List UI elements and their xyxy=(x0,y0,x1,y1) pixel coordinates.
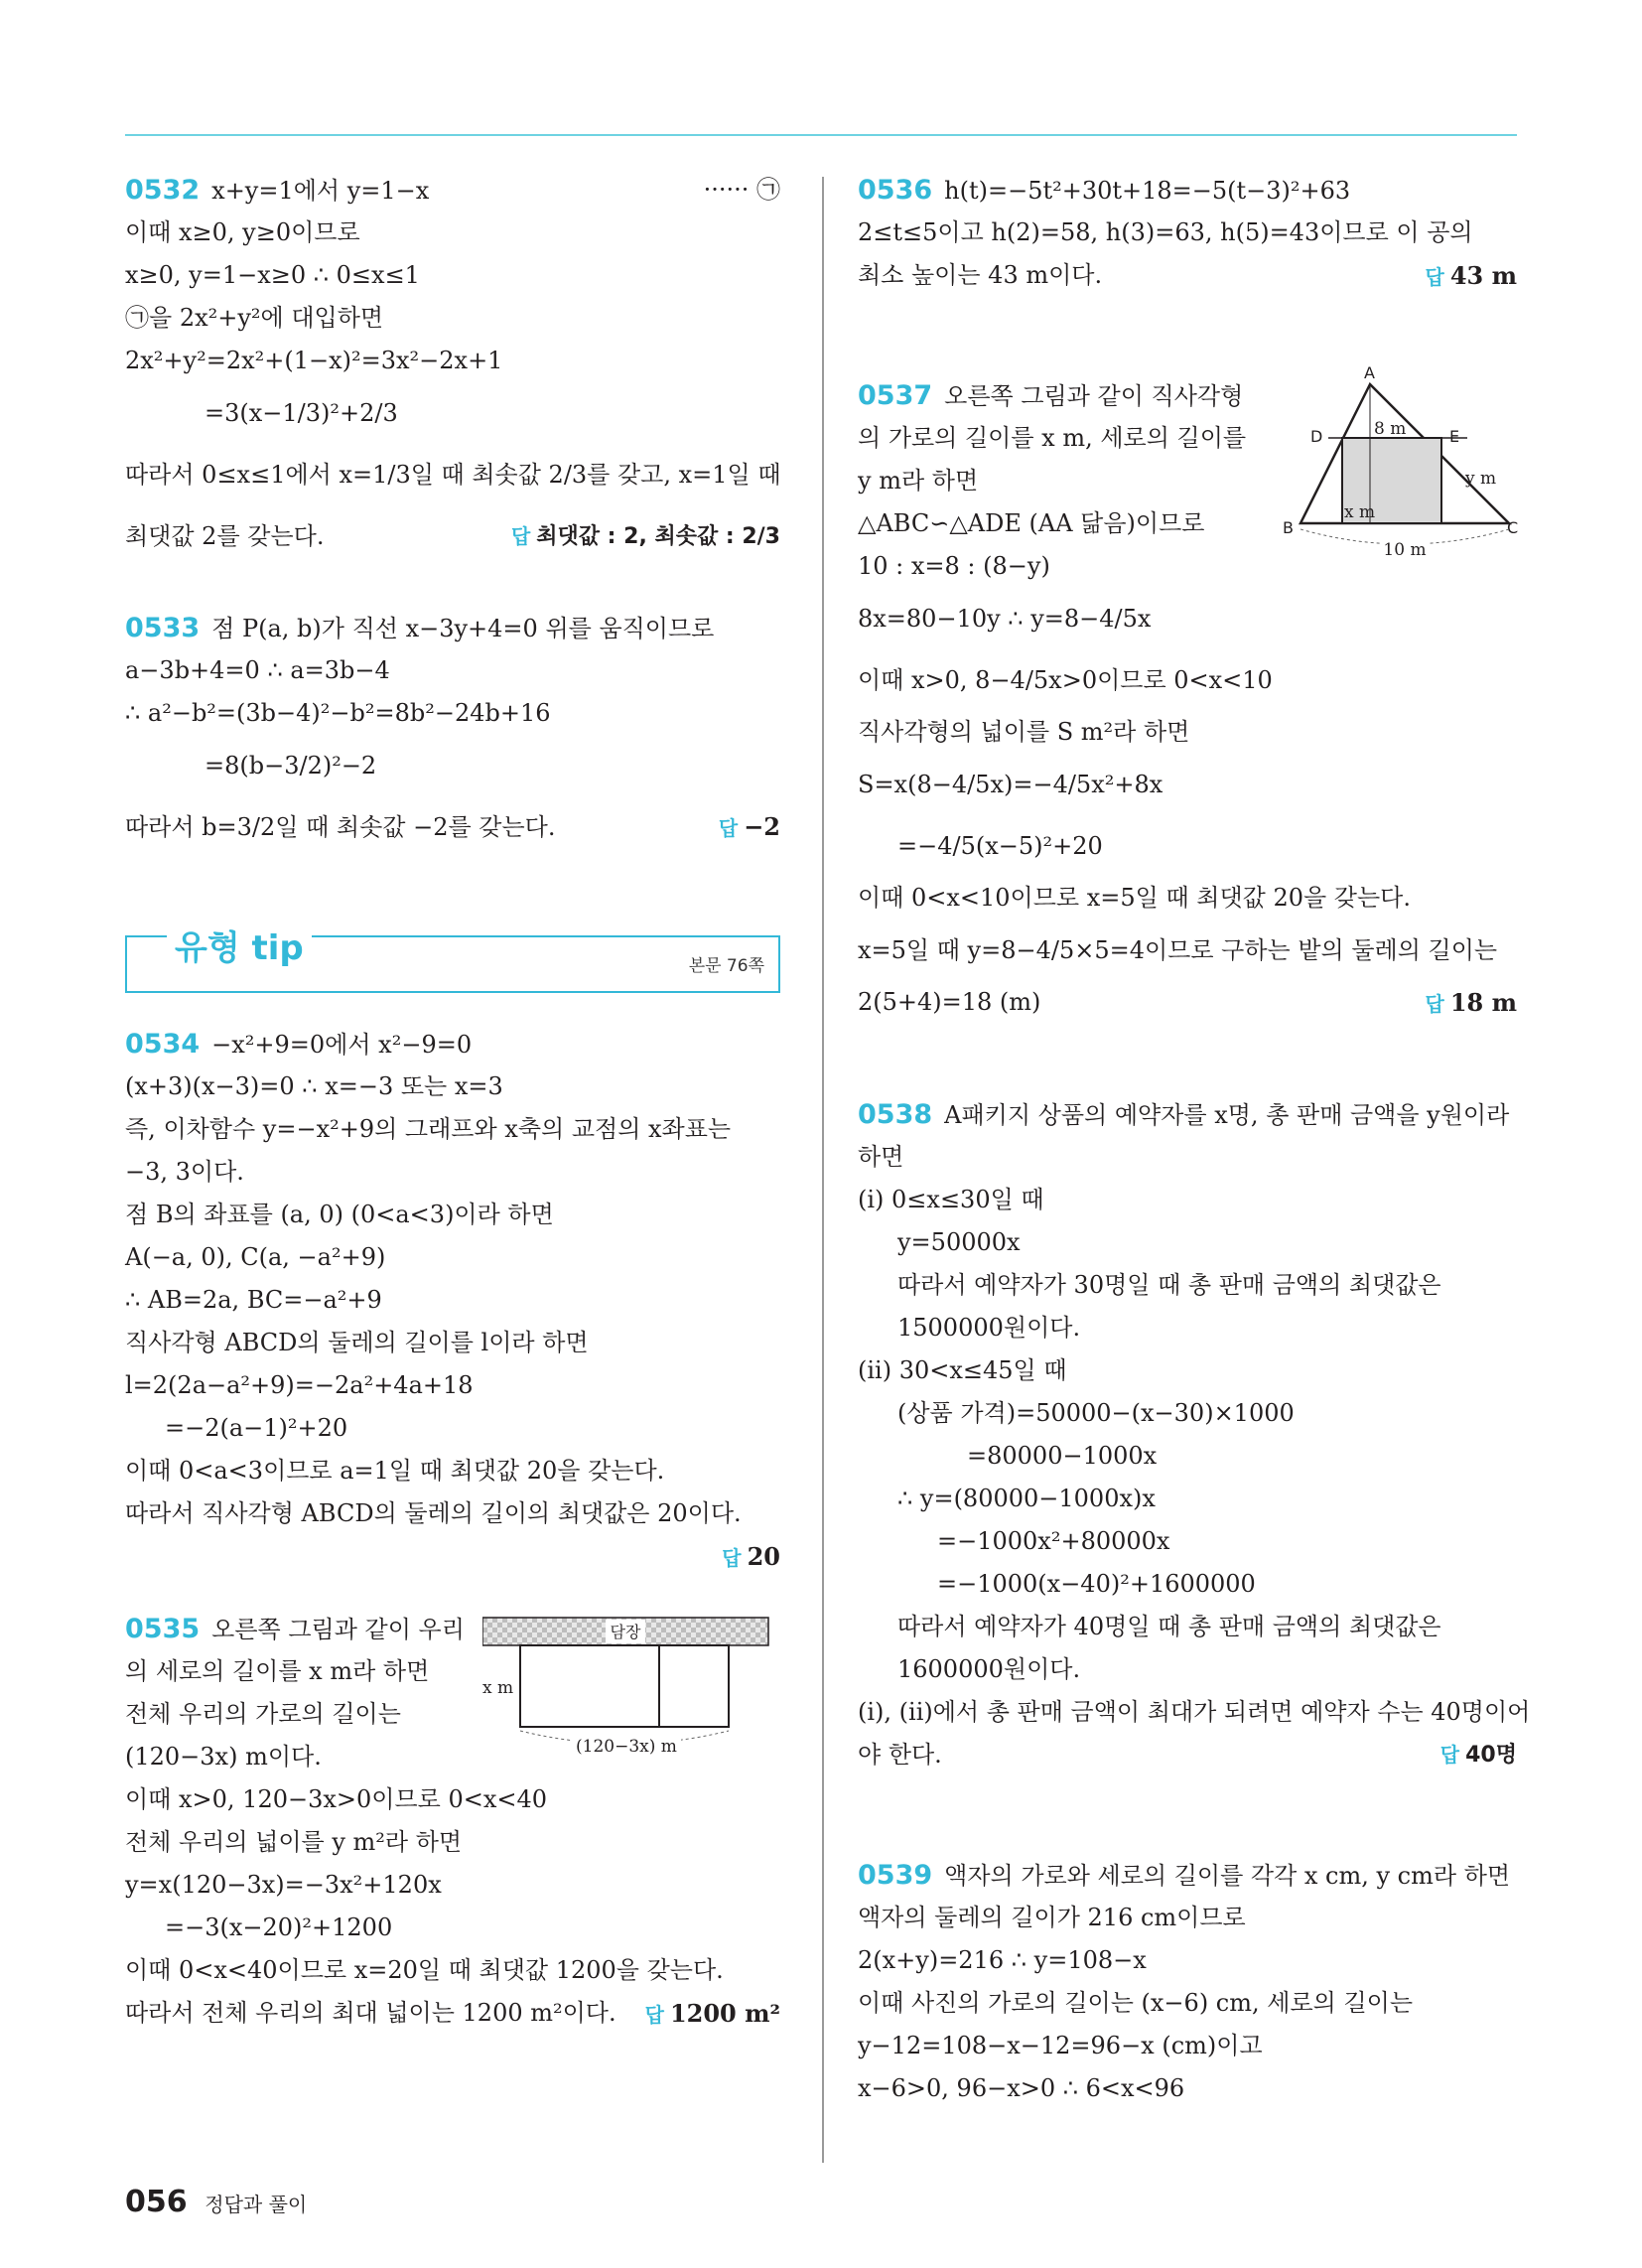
solution-line: 의 가로의 길이를 x m, 세로의 길이를 xyxy=(858,424,1247,452)
solution-line: (x+3)(x−3)=0 ∴ x=−3 또는 x=3 xyxy=(125,1072,503,1100)
problem-number: 0534 xyxy=(125,1029,201,1060)
answer-value: 20 xyxy=(747,1542,780,1571)
answer-label: 답 xyxy=(722,1546,742,1570)
solution-line: 직사각형의 넓이를 S m²라 하면 xyxy=(858,718,1190,746)
solution-line: ∴ AB=2a, BC=−a²+9 xyxy=(125,1286,382,1314)
solution-line: 1600000원이다. xyxy=(897,1655,1081,1683)
vertex-c-label: C xyxy=(1507,518,1519,537)
header-rule xyxy=(125,134,1517,136)
fence-side-label: x m xyxy=(482,1678,514,1698)
solution-line: 직사각형 ABCD의 둘레의 길이를 l이라 하면 xyxy=(125,1329,589,1356)
solution-line: 1500000원이다. xyxy=(897,1314,1081,1342)
solution-line: 이때 x≥0, y≥0이므로 xyxy=(125,218,360,246)
solution-line: S=x(8−4/5x)=−4/5x²+8x xyxy=(858,771,1163,798)
equation-mark: ······ ㉠ xyxy=(703,176,780,204)
fence-bottom-label: (120−3x) m xyxy=(576,1737,677,1757)
footer-label: 정답과 풀이 xyxy=(205,2193,308,2216)
answer xyxy=(1440,1734,1517,1776)
solution-line: (i), (ii)에서 총 판매 금액이 최대가 되려면 예약자 수는 40명이어 xyxy=(858,1698,1531,1726)
solution-line: a−3b+4=0 ∴ a=3b−4 xyxy=(125,656,390,684)
solution-line: 최소 높이는 43 m이다. xyxy=(858,261,1103,289)
solution-line: ∴ a²−b²=(3b−4)²−b²=8b²−24b+16 xyxy=(125,699,551,727)
problem-0536 xyxy=(858,169,1517,297)
solution-line: l=2(2a−a²+9)=−2a²+4a+18 xyxy=(125,1371,474,1399)
solution-line: 8x=80−10y ∴ y=8−4/5x xyxy=(858,605,1152,633)
type-tip-title: 유형 tip xyxy=(167,923,312,973)
answer-label: 답 xyxy=(1439,1743,1460,1767)
wall-label: 담장 xyxy=(610,1623,641,1641)
vertex-d-label: D xyxy=(1310,427,1323,446)
x-label: x m xyxy=(1344,502,1376,522)
type-tip-box xyxy=(125,928,780,993)
solution-line: 액자의 가로와 세로의 길이를 각각 x cm, y cm라 하면 xyxy=(944,1862,1511,1890)
answer-value: 18 m xyxy=(1449,988,1517,1017)
triangle-diagram xyxy=(1281,364,1519,573)
solution-line: 하면 xyxy=(858,1143,904,1171)
solution-line: A패키지 상품의 예약자를 x명, 총 판매 금액을 y원이라 xyxy=(944,1101,1510,1129)
solution-line: 최댓값 2를 갖는다. xyxy=(125,522,325,550)
solution-line: 이때 0<a<3이므로 a=1일 때 최댓값 20을 갖는다. xyxy=(125,1457,665,1485)
solution-line: 10 : x=8 : (8−y) xyxy=(858,552,1050,580)
answer xyxy=(722,1535,780,1580)
page-number: 056 xyxy=(125,2185,188,2219)
answer xyxy=(1426,981,1517,1026)
solution-line: 2(x+y)=216 ∴ y=108−x xyxy=(858,1946,1147,1974)
solution-line: =3(x−1/3)²+2/3 xyxy=(205,399,398,427)
solution-line: 의 세로의 길이를 x m라 하면 xyxy=(125,1657,430,1685)
solution-line: 따라서 b=3/2일 때 최솟값 −2를 갖는다. xyxy=(125,813,556,841)
problem-0538 xyxy=(858,1093,1531,1776)
answer xyxy=(511,505,780,568)
solution-line: 오른쪽 그림과 같이 직사각형 xyxy=(944,382,1244,410)
answer-value: 43 m xyxy=(1449,261,1517,290)
answer-value: 최댓값 : 2, 최솟값 : 2/3 xyxy=(536,524,780,549)
solution-line: 전체 우리의 가로의 길이는 xyxy=(125,1700,401,1728)
solution-line: 즉, 이차함수 y=−x²+9의 그래프와 x축의 교점의 x좌표는 xyxy=(125,1115,732,1143)
column-divider xyxy=(822,177,824,2163)
type-tip-reference: 본문 76쪽 xyxy=(688,956,764,976)
solution-line: A(−a, 0), C(a, −a²+9) xyxy=(125,1243,386,1271)
problem-number: 0538 xyxy=(858,1099,933,1130)
right-column xyxy=(858,169,1531,2110)
solution-line: 2x²+y²=2x²+(1−x)²=3x²−2x+1 xyxy=(125,347,503,374)
vertex-e-label: E xyxy=(1449,427,1460,446)
solution-line: =−2(a−1)²+20 xyxy=(165,1414,348,1442)
solution-line: 따라서 예약자가 40명일 때 총 판매 금액의 최댓값은 xyxy=(897,1613,1441,1640)
solution-line: =80000−1000x xyxy=(967,1442,1158,1470)
solution-line: 따라서 예약자가 30명일 때 총 판매 금액의 최댓값은 xyxy=(897,1271,1441,1299)
problem-number: 0539 xyxy=(858,1860,933,1891)
solution-line: 이때 사진의 가로의 길이는 (x−6) cm, 세로의 길이는 xyxy=(858,1989,1413,2017)
solution-line: y m라 하면 xyxy=(858,467,979,495)
problem-number: 0536 xyxy=(858,175,933,206)
answer xyxy=(645,1992,780,2037)
problem-0539 xyxy=(858,1854,1517,2110)
vertex-b-label: B xyxy=(1283,518,1294,537)
solution-line: h(t)=−5t²+30t+18=−5(t−3)²+63 xyxy=(944,177,1351,205)
solution-line: y−12=108−x−12=96−x (cm)이고 xyxy=(858,2032,1263,2059)
solution-line: x+y=1에서 y=1−x xyxy=(211,177,430,205)
answer-value: 40명 xyxy=(1465,1743,1517,1768)
solution-line: 2(5+4)=18 (m) xyxy=(858,988,1041,1016)
solution-line: 액자의 둘레의 길이가 216 cm이므로 xyxy=(858,1904,1246,1931)
answer xyxy=(1426,254,1517,299)
solution-line: x=5일 때 y=8−4/5×5=4이므로 구하는 밭의 둘레의 길이는 xyxy=(858,936,1498,964)
problem-0537 xyxy=(858,364,1519,1024)
base-label: 10 m xyxy=(1383,540,1427,560)
answer-label: 답 xyxy=(718,816,739,840)
problem-number: 0537 xyxy=(858,380,933,411)
solution-line: ㉠을 2x²+y²에 대입하면 xyxy=(125,304,384,332)
solution-line: 오른쪽 그림과 같이 우리 xyxy=(211,1616,465,1643)
problem-0535 xyxy=(125,1608,780,2035)
problem-0534 xyxy=(125,1023,780,1578)
answer-label: 답 xyxy=(1425,265,1444,289)
solution-line: 따라서 직사각형 ABCD의 둘레의 길이의 최댓값은 20이다. xyxy=(125,1499,742,1527)
solution-line: 점 P(a, b)가 직선 x−3y+4=0 위를 움직이므로 xyxy=(211,615,715,642)
problem-number: 0532 xyxy=(125,175,201,206)
solution-line: 이때 x>0, 8−4/5x>0이므로 0<x<10 xyxy=(858,666,1273,694)
left-column xyxy=(125,169,780,2035)
solution-line: =8(b−3/2)²−2 xyxy=(205,752,377,780)
solution-line: =−3(x−20)²+1200 xyxy=(165,1914,393,1941)
solution-line: =−4/5(x−5)²+20 xyxy=(897,832,1103,860)
solution-line: =−1000(x−40)²+1600000 xyxy=(937,1570,1256,1598)
answer-label: 답 xyxy=(1425,992,1444,1016)
answer-value: 1200 m² xyxy=(669,1999,780,2028)
problem-0532 xyxy=(125,169,780,567)
solution-line: 따라서 전체 우리의 최대 넓이는 1200 m²이다. xyxy=(125,1999,616,2027)
fence-diagram xyxy=(482,1608,780,1757)
solution-line: (ii) 30<x≤45일 때 xyxy=(858,1356,1067,1384)
answer-label: 답 xyxy=(510,524,531,548)
answer xyxy=(719,796,780,859)
y-label: y m xyxy=(1465,469,1497,489)
solution-line: △ABC∽△ADE (AA 닮음)이므로 xyxy=(858,509,1205,537)
solution-line: (상품 가격)=50000−(x−30)×1000 xyxy=(897,1399,1295,1427)
problem-number: 0535 xyxy=(125,1614,201,1644)
solution-line: 따라서 0≤x≤1에서 x=1/3일 때 최솟값 2/3를 갖고, x=1일 때 xyxy=(125,461,781,489)
page-footer xyxy=(125,2185,307,2219)
solution-line: y=x(120−3x)=−3x²+120x xyxy=(125,1871,442,1899)
solution-line: −3, 3이다. xyxy=(125,1158,244,1186)
solution-line: 점 B의 좌표를 (a, 0) (0<a<3)이라 하면 xyxy=(125,1201,554,1228)
problem-0533 xyxy=(125,607,780,858)
solution-line: 2≤t≤5이고 h(2)=58, h(3)=63, h(5)=43이므로 이 공의 xyxy=(858,218,1473,246)
answer-label: 답 xyxy=(644,2003,664,2027)
solution-line: =−1000x²+80000x xyxy=(937,1527,1170,1555)
vertex-a-label: A xyxy=(1364,364,1375,382)
fence-outline xyxy=(520,1645,729,1727)
solution-line: x−6>0, 96−x>0 ∴ 6<x<96 xyxy=(858,2074,1185,2102)
solution-line: x≥0, y=1−x≥0 ∴ 0≤x≤1 xyxy=(125,261,420,289)
problem-number: 0533 xyxy=(125,613,201,643)
solution-line: 야 한다. xyxy=(858,1741,942,1769)
height-label: 8 m xyxy=(1374,419,1407,439)
answer-value: −2 xyxy=(744,812,780,841)
solution-line: y=50000x xyxy=(897,1228,1021,1256)
solution-line: 이때 x>0, 120−3x>0이므로 0<x<40 xyxy=(125,1785,548,1813)
solution-line: 이때 0<x<40이므로 x=20일 때 최댓값 1200을 갖는다. xyxy=(125,1956,724,1984)
solution-line: −x²+9=0에서 x²−9=0 xyxy=(211,1031,473,1059)
solution-line: 전체 우리의 넓이를 y m²라 하면 xyxy=(125,1828,463,1856)
solution-line: (120−3x) m이다. xyxy=(125,1743,322,1771)
solution-line: ∴ y=(80000−1000x)x xyxy=(897,1485,1156,1512)
solution-line: (i) 0≤x≤30일 때 xyxy=(858,1186,1044,1213)
solution-line: 이때 0<x<10이므로 x=5일 때 최댓값 20을 갖는다. xyxy=(858,884,1411,912)
